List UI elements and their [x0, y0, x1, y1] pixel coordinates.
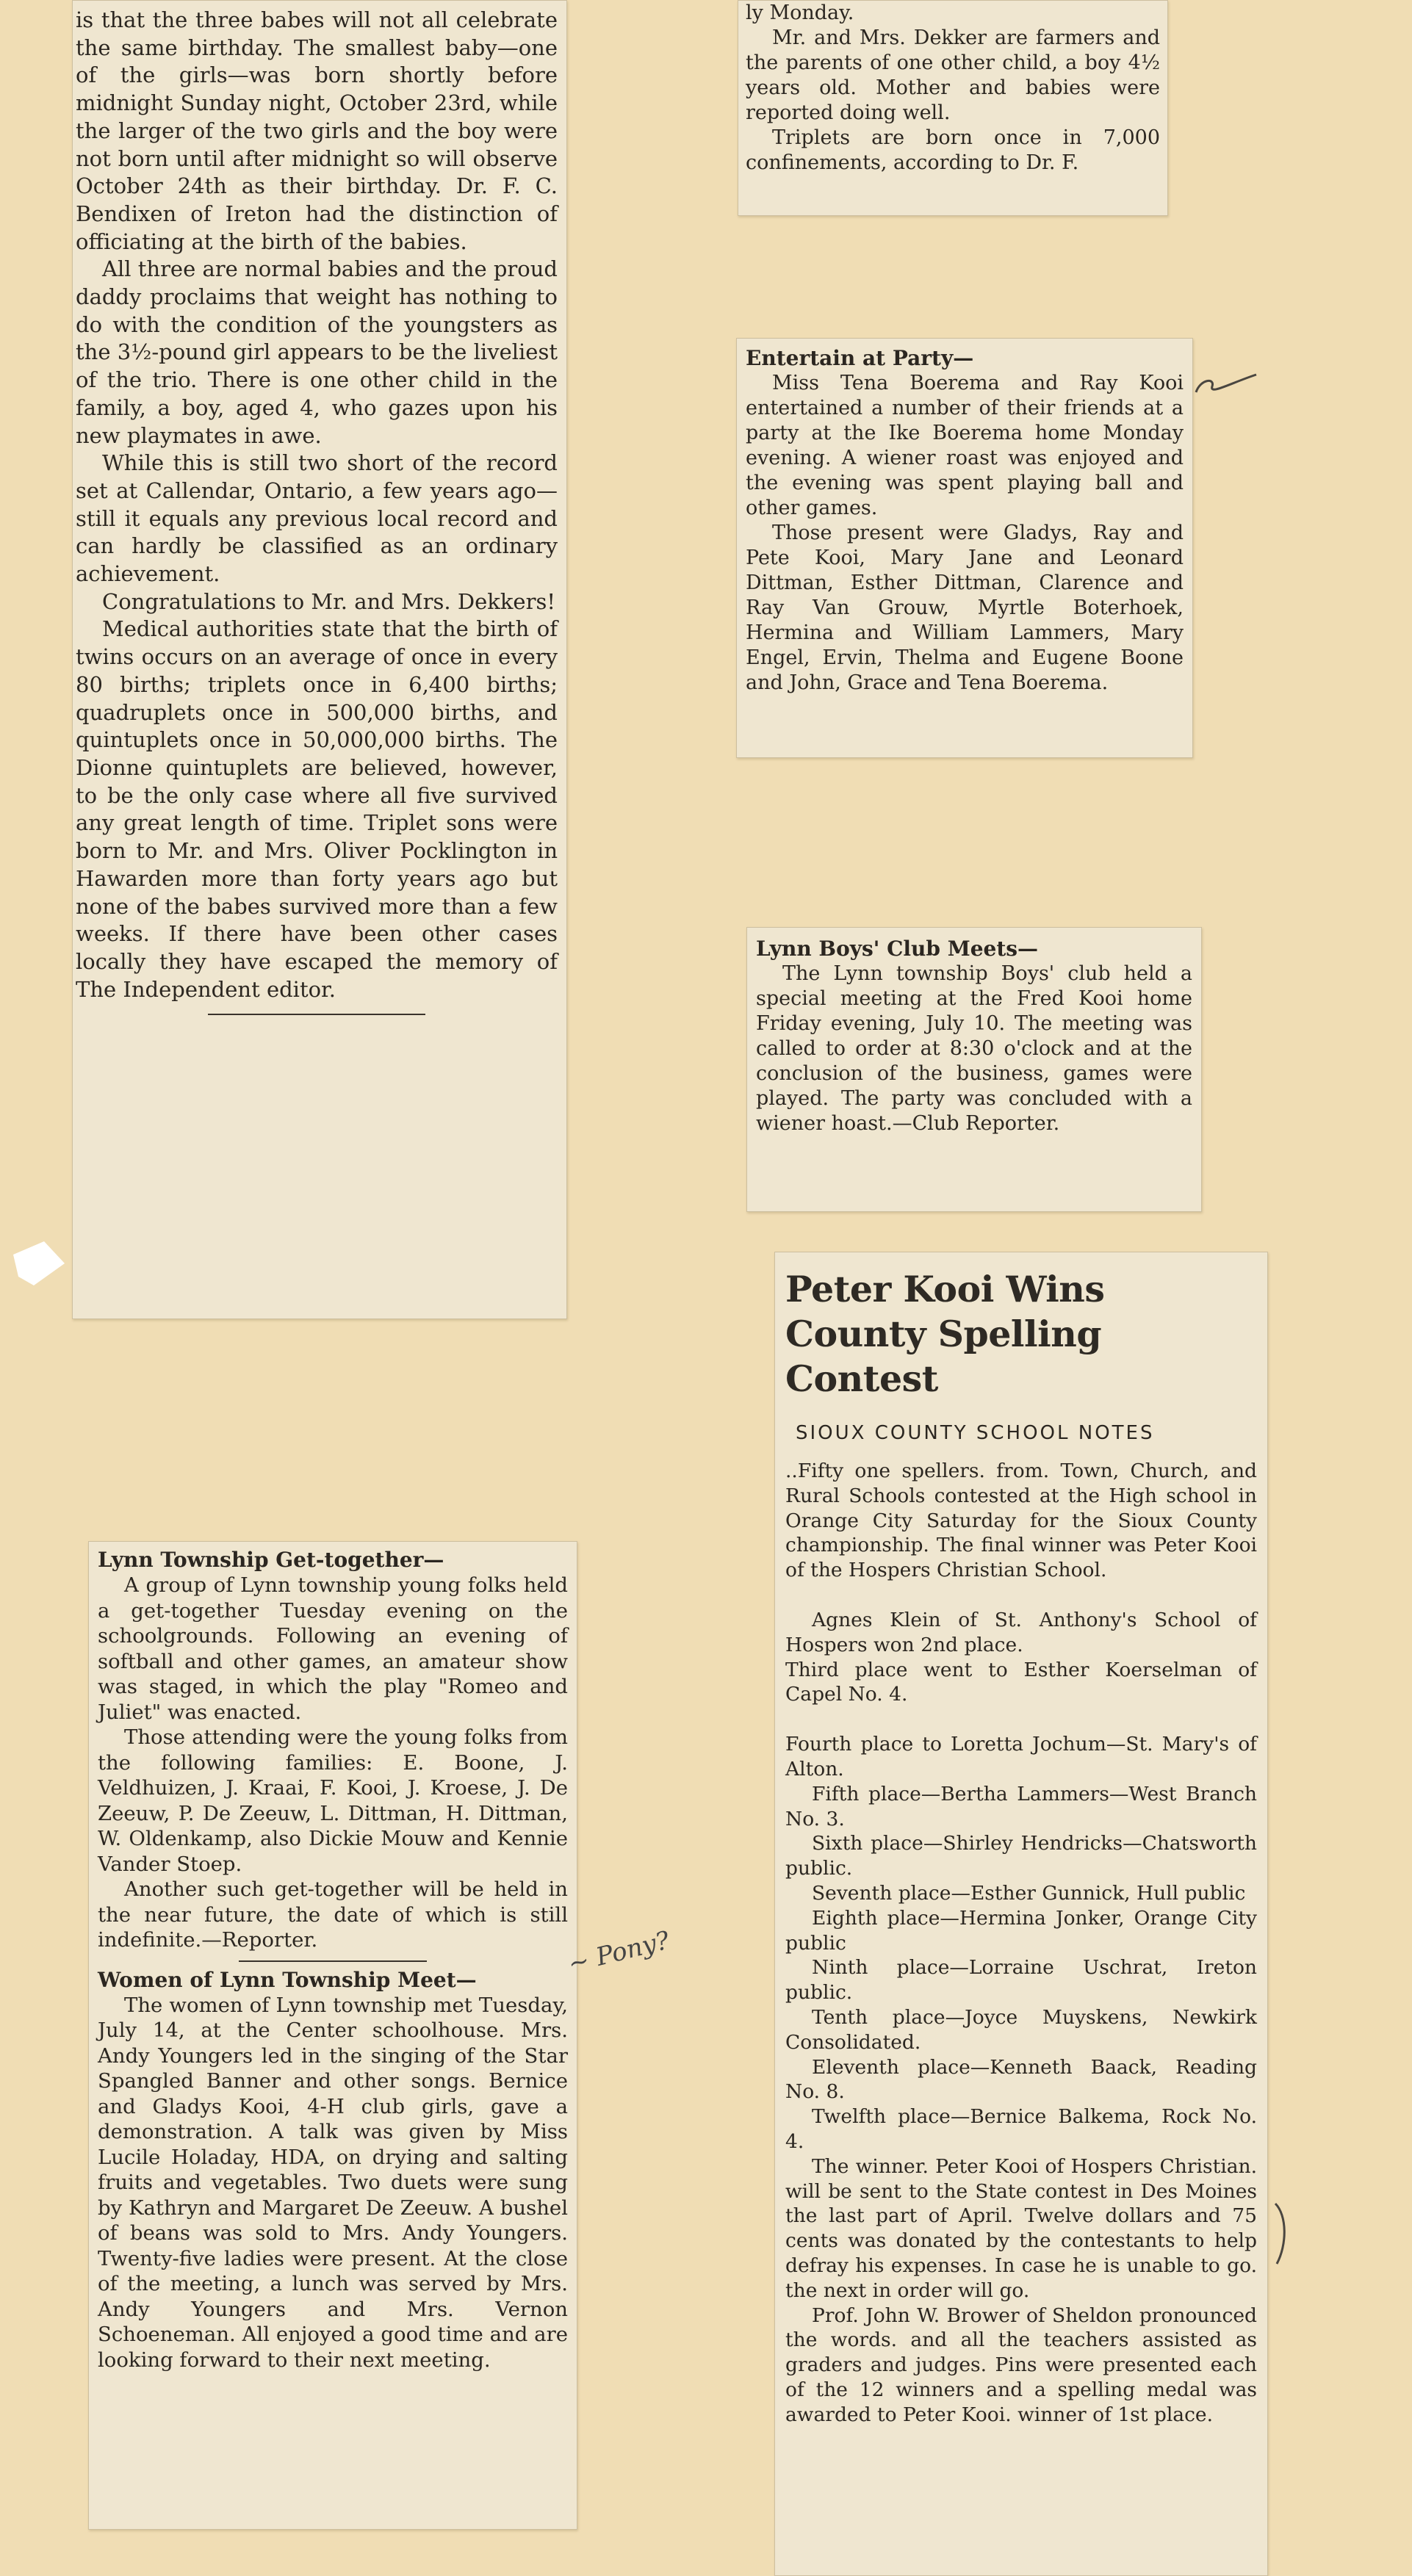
paragraph: Those attending were the young folks from the following families: E. Boone, J. Veldhuizen, J. Kraai, F. Kooi, J. Kroese, J. De Zeeuw, P. De Zeeuw, L. Dittman, H. Dittman, W. Oldenkamp, also Dickie Mouw and Kennie Vander Stoep.	[98, 1725, 568, 1876]
paragraph: All three are normal babies and the proud daddy proclaims that weight has nothing to do with the condition of the youngsters as the 3½-pound girl appears to be the liveliest of the trio. There is one other child in the family, a boy, aged 4, who gazes upon his new playmates in awe.	[76, 256, 558, 448]
paper-tear	[13, 1241, 65, 1285]
pencil-bracket-icon	[1271, 2201, 1300, 2267]
pencil-mark-icon	[1193, 370, 1259, 400]
paragraph: A group of Lynn township young folks held a get-together Tuesday evening on the schoolgrounds. Following an evening of softball and other games, an amateur show was staged, in which the play "Romeo and Juliet" was enacted.	[98, 1573, 568, 1724]
party-heading: Entertain at Party—	[746, 346, 974, 370]
paragraph: The Lynn township Boys' club held a special meeting at the Fred Kooi home Friday evening, July 10. The meeting was called to order at 8:30 o'clock and at the conclusion of the business, games were played. The party was concluded with a wiener hoast.—Club Reporter.	[756, 962, 1192, 1135]
paragraph: Tenth place—Joyce Muyskens, Newkirk Consolidated.	[785, 2005, 1257, 2054]
clipping-dekker	[738, 0, 1168, 216]
women-meet-article	[98, 1993, 568, 2373]
paragraph: Eleventh place—Kenneth Baack, Reading No. 8.	[785, 2055, 1257, 2104]
paragraph: The women of Lynn township met Tuesday, July 14, at the Center schoolhouse. Mrs. Andy Youngers led in the singing of the Star Spangled Banner and other songs. Bernice and Gladys Kooi, 4-H club girls, gave a demonstration. A talk was given by Miss Lucile Holaday, HDA, on drying and salting fruits and vegetables. Two duets were sung by Kathryn and Margaret De Zeeuw. A bushel of beans was sold to Mrs. Andy Youngers. Twenty-five ladies were present. At the close of the meeting, a lunch was served by Mrs. Andy Youngers and Mrs. Vernon Schoeneman. All enjoyed a good time and are looking forward to their next meeting.	[98, 1993, 568, 2372]
boys-club-article	[756, 962, 1192, 1136]
clipping-boys-club	[746, 927, 1202, 1212]
paragraph: ly Monday.	[746, 1, 854, 24]
paragraph: Another such get-together will be held in the near future, the date of which is still indefinite.—Reporter.	[98, 1877, 568, 1952]
paragraph: Sixth place—Shirley Hendricks—Chatsworth public.	[785, 1832, 1257, 1880]
paragraph: Miss Tena Boerema and Ray Kooi entertained a number of their friends at a party at the Ike Boerema home Monday evening. A wiener roast was enjoyed and the evening was spent playing ball and other games.	[746, 372, 1184, 519]
boys-club-heading: Lynn Boys' Club Meets—	[756, 937, 1039, 961]
paragraph: Fifth place—Bertha Lammers—West Branch No. 3.	[785, 1782, 1257, 1830]
paragraph: Congratulations to Mr. and Mrs. Dekkers!	[102, 588, 555, 614]
margin-note-text: Pony?	[593, 1925, 673, 1972]
paragraph: ..Fifty one spellers. from. Town, Church, and Rural Schools contested at the High school in Orange City Saturday for the Sioux County championship. The final winner was Peter Kooi of the Hospers Christian School.	[785, 1460, 1257, 1582]
handwritten-margin-note	[565, 1926, 672, 1980]
paragraph: Those present were Gladys, Ray and Pete Kooi, Mary Jane and Leonard Dittman, Esther Dittman, Clarence and Ray Van Grouw, Myrtle Boterhoek, Hermina and William Lammers, Mary Engel, Ervin, Thelma and Eugene Boone and John, Grace and Tena Boerema.	[746, 522, 1184, 694]
paragraph: Eighth place—Hermina Jonker, Orange City public	[785, 1906, 1257, 1955]
spelling-kicker: SIOUX COUNTY SCHOOL NOTES	[796, 1422, 1155, 1444]
paragraph: While this is still two short of the record set at Callendar, Ontario, a few years ago—still it equals any previous local record and can hardly be classified as an ordinary achievement.	[76, 450, 558, 587]
clipping-lynn-township	[88, 1541, 577, 2530]
clipping-triplets	[72, 0, 567, 1319]
paragraph: is that the three babes will not all celebrate the same birthday. The smallest baby—one of the girls—was born shortly before midnight Sunday night, October 23rd, while the larger of the two girls and the boy were not born until after midnight so will observe October 24th as their birthday. Dr. F. C. Bendixen of Ireton had the distinction of officiating at the birth of the babies.	[76, 7, 558, 254]
clipping-party	[736, 338, 1193, 758]
clipping-spelling-contest	[774, 1252, 1268, 2576]
paragraph: Mr. and Mrs. Dekker are farmers and the parents of one other child, a boy 4½ years old. Mother and babies were reported doing well.	[746, 26, 1160, 124]
paragraph: Agnes Klein of St. Anthony's School of Hospers won 2nd place.	[785, 1608, 1257, 1656]
margin-note-arrow-icon: ~	[565, 1945, 593, 1980]
triplets-article	[76, 7, 558, 1003]
paragraph: The winner. Peter Kooi of Hospers Christian. will be sent to the State contest in Des Moines the last part of April. Twelve dollars and 75 cents was donated by the contestants to help defray his expenses. In case he is unable to go. the next in order will go.	[785, 2154, 1257, 2302]
dekker-article	[746, 1, 1160, 176]
spelling-headline: Peter Kooi Wins County Spelling Contest	[785, 1268, 1105, 1400]
get-together-article	[98, 1573, 568, 1953]
paragraph: Medical authorities state that the birth of twins occurs on an average of once in every 80 births; triplets once in 6,400 births; quadruplets once in 500,000 births, and quintuplets once in 50,000,000 births. The Dionne quintuplets are believed, however, to be the only case where all five survived any great length of time. Triplet sons were born to Mr. and Mrs. Oliver Pocklington in Hawarden more than forty years ago but none of the babes survived more than a few weeks. If there have been other cases locally they have escaped the memory of The Independent editor.	[76, 616, 558, 1002]
paragraph: Fourth place to Loretta Jochum—St. Mary's of Alton.	[785, 1733, 1257, 1781]
paragraph: Twelfth place—Bernice Balkema, Rock No. 4.	[785, 2105, 1257, 2153]
paragraph: Third place went to Esther Koerselman of Capel No. 4.	[785, 1658, 1257, 1706]
paragraph: Triplets are born once in 7,000 confinements, according to Dr. F.	[746, 126, 1160, 174]
get-together-heading: Lynn Township Get-together—	[98, 1548, 444, 1572]
divider	[208, 1014, 425, 1015]
party-article	[746, 371, 1184, 696]
paragraph: Seventh place—Esther Gunnick, Hull public	[812, 1881, 1246, 1905]
paragraph: Ninth place—Lorraine Uschrat, Ireton public.	[785, 1956, 1257, 2005]
divider	[239, 1960, 427, 1962]
paragraph: Prof. John W. Brower of Sheldon pronounced the words. and all the teachers assisted as graders and judges. Pins were presented each of the 12 winners and a spelling medal was awarded to Peter Kooi. winner of 1st place.	[785, 2303, 1257, 2426]
women-meet-heading: Women of Lynn Township Meet—	[98, 1967, 477, 1992]
spelling-article	[785, 1459, 1257, 2427]
